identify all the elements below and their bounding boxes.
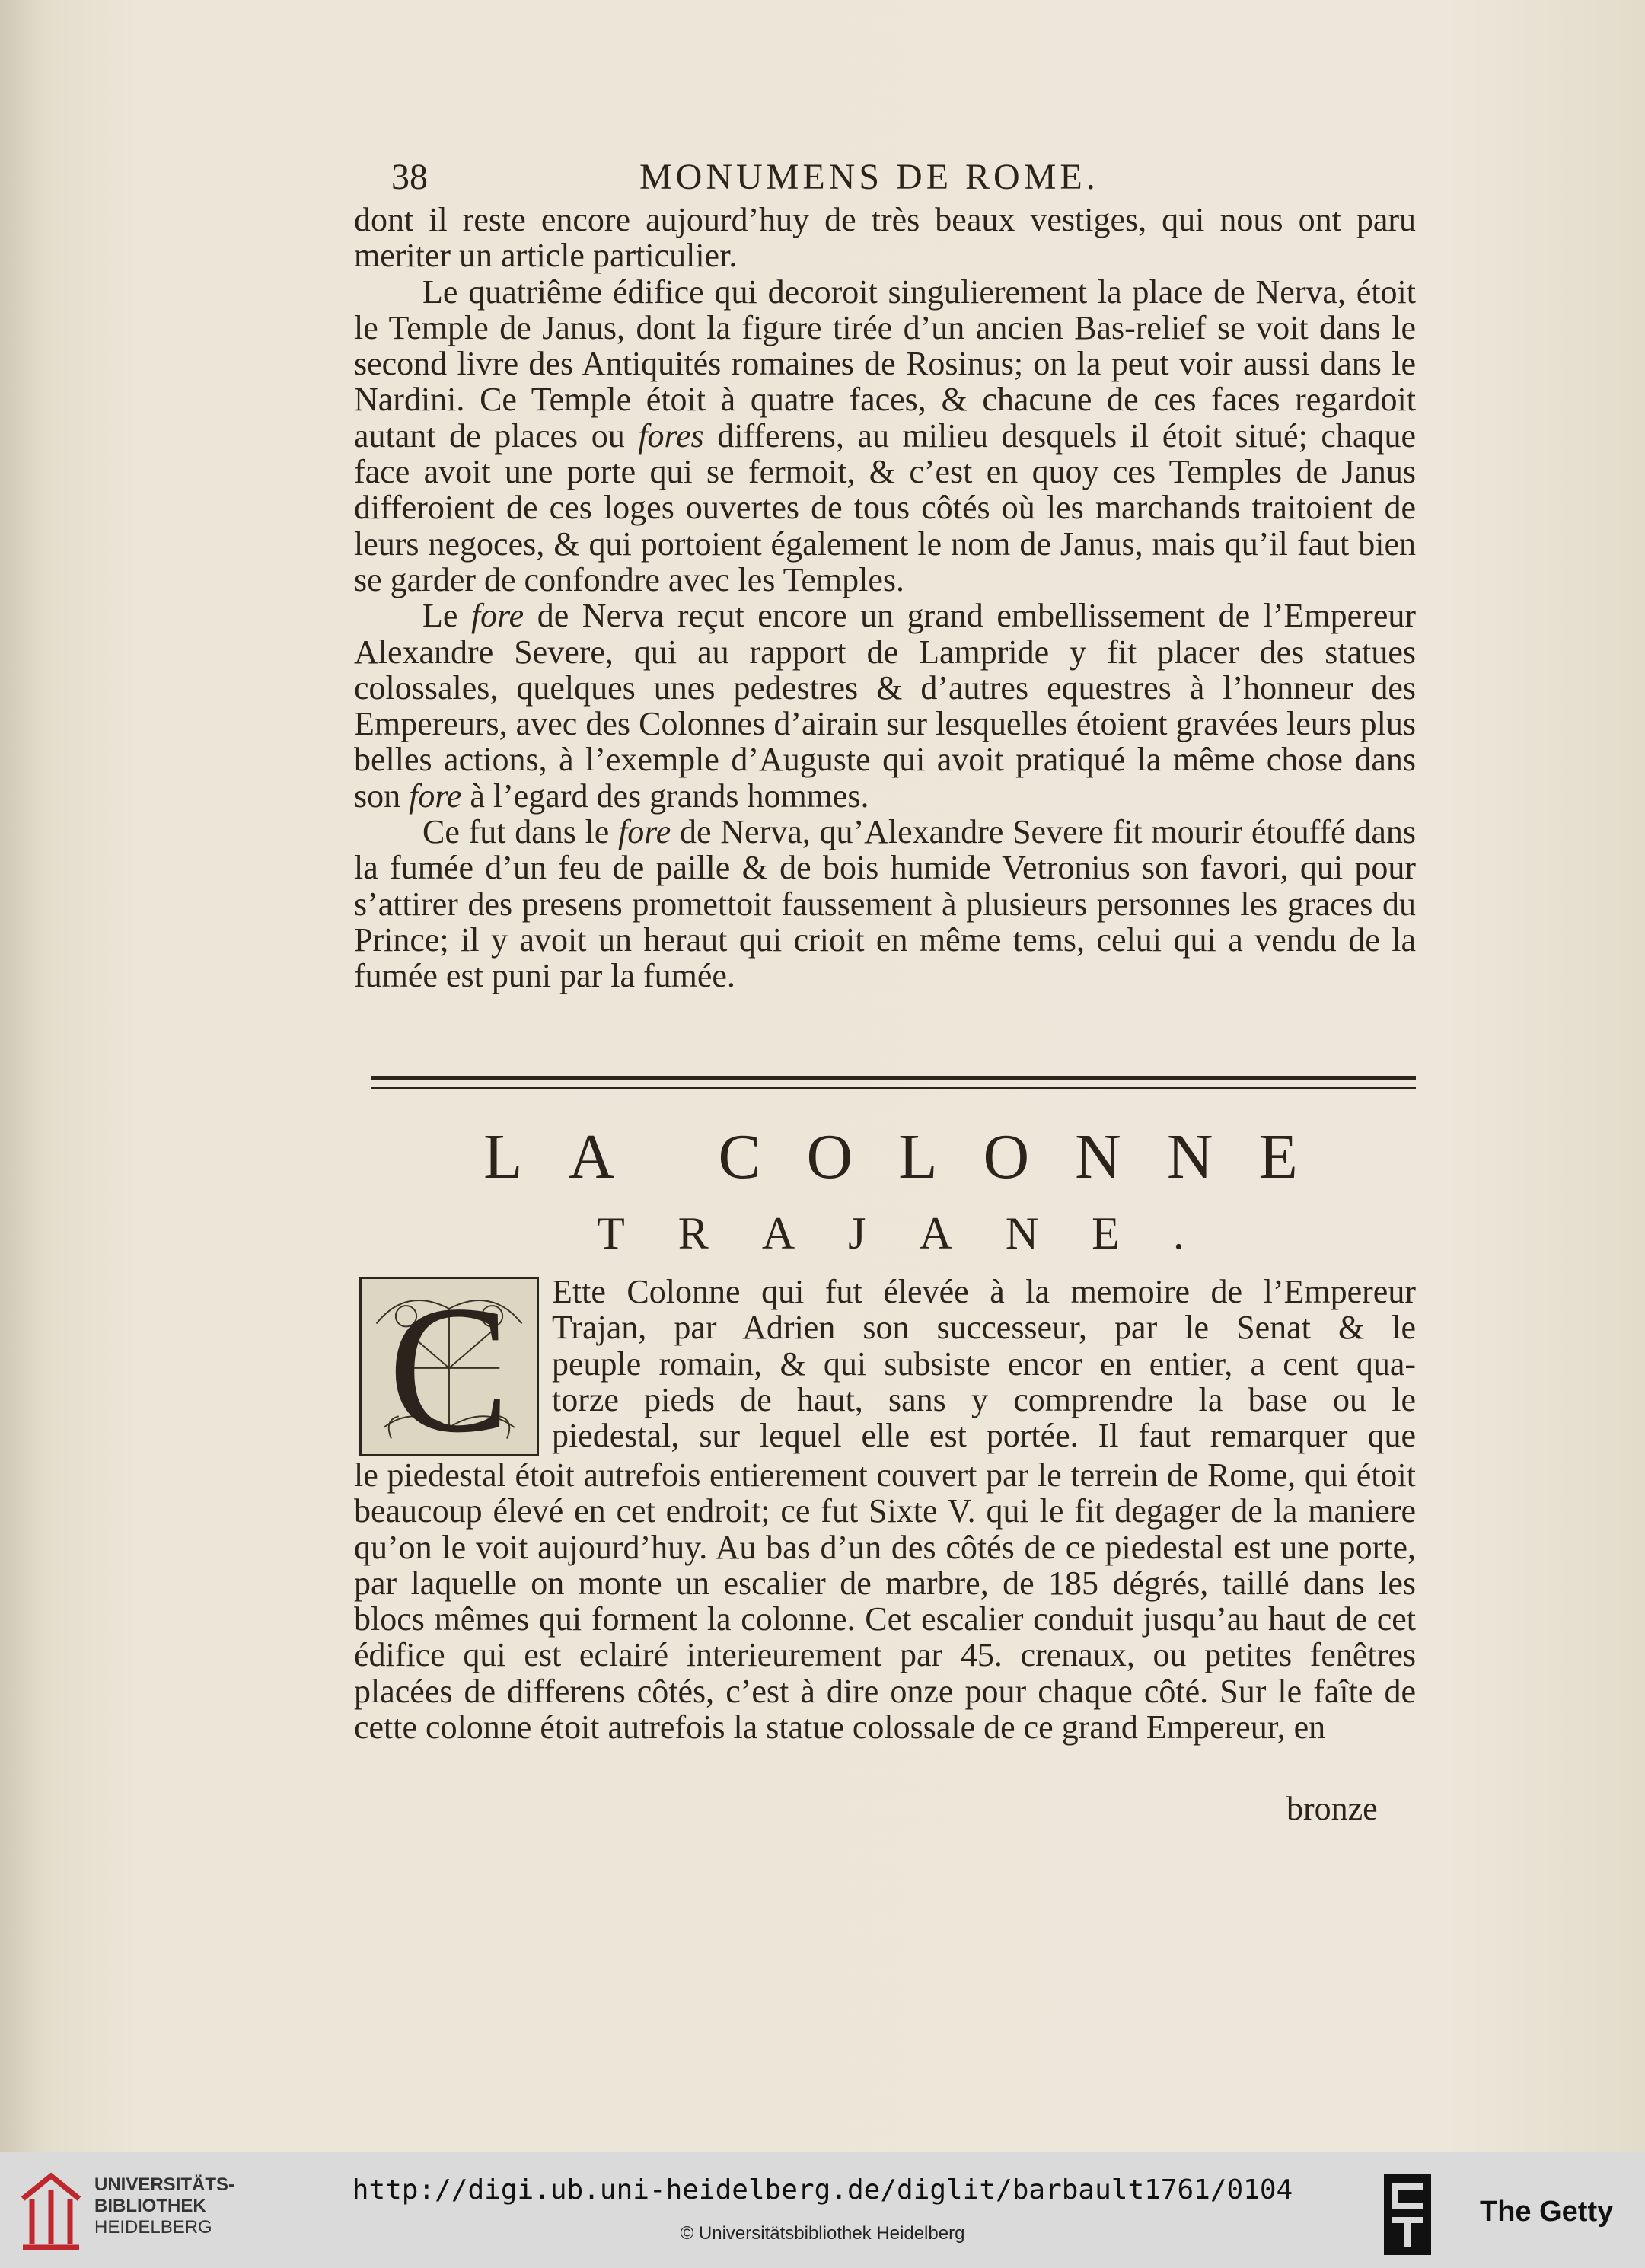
section-heading: LA COLONNE: [483, 1121, 1344, 1192]
dropcap-lines: [552, 1274, 1416, 1453]
section-colonne-text: [354, 1457, 1416, 1745]
dropcap-line: torze pieds de haut, sans y comprendre la base ou le: [552, 1380, 1416, 1418]
page-number: 38: [391, 157, 428, 197]
partner-name: The Getty: [1480, 2196, 1614, 2228]
paragraph-vetronius: Ce fut dans le fore de Nerva, qu’Alexandre Severe fit mourir étouffé dans la fumée d’un feu de paille & de bois humide Vetronius son favori, qui pour s’attirer des presens promettoit faussement à plusieurs personnes les graces du Prince; il y avoit un heraut qui crioit en même tems, celui qui a vendu de la fumée est puni par la fumée.: [354, 813, 1416, 995]
dropcap-line: piedestal, sur lequel elle est portée. Il faut remarquer que: [552, 1417, 1416, 1455]
running-title: MONUMENS DE ROME.: [639, 157, 1099, 197]
copyright-notice: © Universitätsbibliothek Heidelberg: [680, 2223, 965, 2244]
dropcap-line: peuple romain, & qui subsiste encor en entier, a cent qua-: [552, 1345, 1416, 1383]
section-divider-thin: [371, 1087, 1416, 1089]
paragraph-colonne-body: le piedestal étoit autrefois entierement couvert par le terrein de Rome, qui étoit beaucoup élevé en cet endroit; ce fut Sixte V. qui le fit degager de la maniere qu’on le voit aujourd’huy. Au bas d’un des côtés de ce piedestal est une porte, par laquelle on monte un escalier de marbre, de 185 dégrés, taillé dans les blocs mêmes qui forment la colonne. Cet escalier conduit jusqu’au haut de cet édifice qui est eclairé interieurement par 45. crenaux, ou petites fenêtres placées de differens côtés, c’est à dire onze pour chaque côté. Sur le faîte de cette colonne étoit autrefois la statue colossale de ce grand Empereur, en: [354, 1456, 1416, 1746]
section-divider: [371, 1076, 1416, 1080]
paragraph-alexandre-severe: Le fore de Nerva reçut encore un grand embellissement de l’Empereur Alexandre Severe, qui au rapport de Lampride y fit placer des statues colossales, quelques unes pedestres & d’autres equestres à l’honneur des Empereurs, avec des Colonnes d’airain sur lesquelles étoient gravées leurs plus belles actions, à l’exemple d’Auguste qui avoit pratiqué la même chose dans son fore à l’egard des grands hommes.: [354, 597, 1416, 815]
paragraph-temple-janus: Le quatriême édifice qui decoroit singulierement la place de Nerva, étoit le Temple de Janus, dont la figure tirée d’un ancien Bas-relief se voit dans le second livre des Antiquités romaines de Rosinus; on la peut voir aussi dans le Nardini. Ce Temple étoit à quatre faces, & chacune de ces faces regardoit autant de places ou fores differens, au milieu desquels il étoit situé; chaque face avoit une porte qui se fermoit, & c’est en quoy ces Temples de Janus differoient de ces loges ouvertes de tous côtés où les marchands traitoient de leurs negoces, & qui portoient également le nom de Janus, mais qu’il faut bien se garder de confondre avec les Temples.: [354, 273, 1416, 598]
dropcap-line: Ette Colonne qui fut élevée à la memoire de l’Empereur: [552, 1273, 1416, 1310]
section-subheading: TRAJANE.: [597, 1208, 1238, 1258]
paragraph-continuation: dont il reste encore aujourd’huy de très beaux vestiges, qui nous ont paru meriter un article particulier.: [354, 201, 1416, 275]
decorated-initial: [359, 1268, 539, 1470]
section-nerva-text: [354, 202, 1416, 994]
university-name-line: BIBLIOTHEK: [94, 2196, 206, 2216]
viewer-footer: [0, 2152, 1645, 2268]
dropcap-line: Trajan, par Adrien son successeur, par le Senat & le: [552, 1309, 1416, 1347]
running-head: [358, 156, 1423, 202]
university-name-line: HEIDELBERG: [94, 2217, 212, 2238]
catchword: bronze: [1286, 1790, 1378, 1827]
permalink-url[interactable]: http://digi.ub.uni-heidelberg.de/diglit/barbault1761/0104: [352, 2174, 1293, 2206]
university-name-line: UNIVERSITÄTS-: [94, 2174, 235, 2195]
initial-letter: C: [387, 1268, 511, 1470]
getty-logo-icon[interactable]: [1384, 2174, 1431, 2255]
